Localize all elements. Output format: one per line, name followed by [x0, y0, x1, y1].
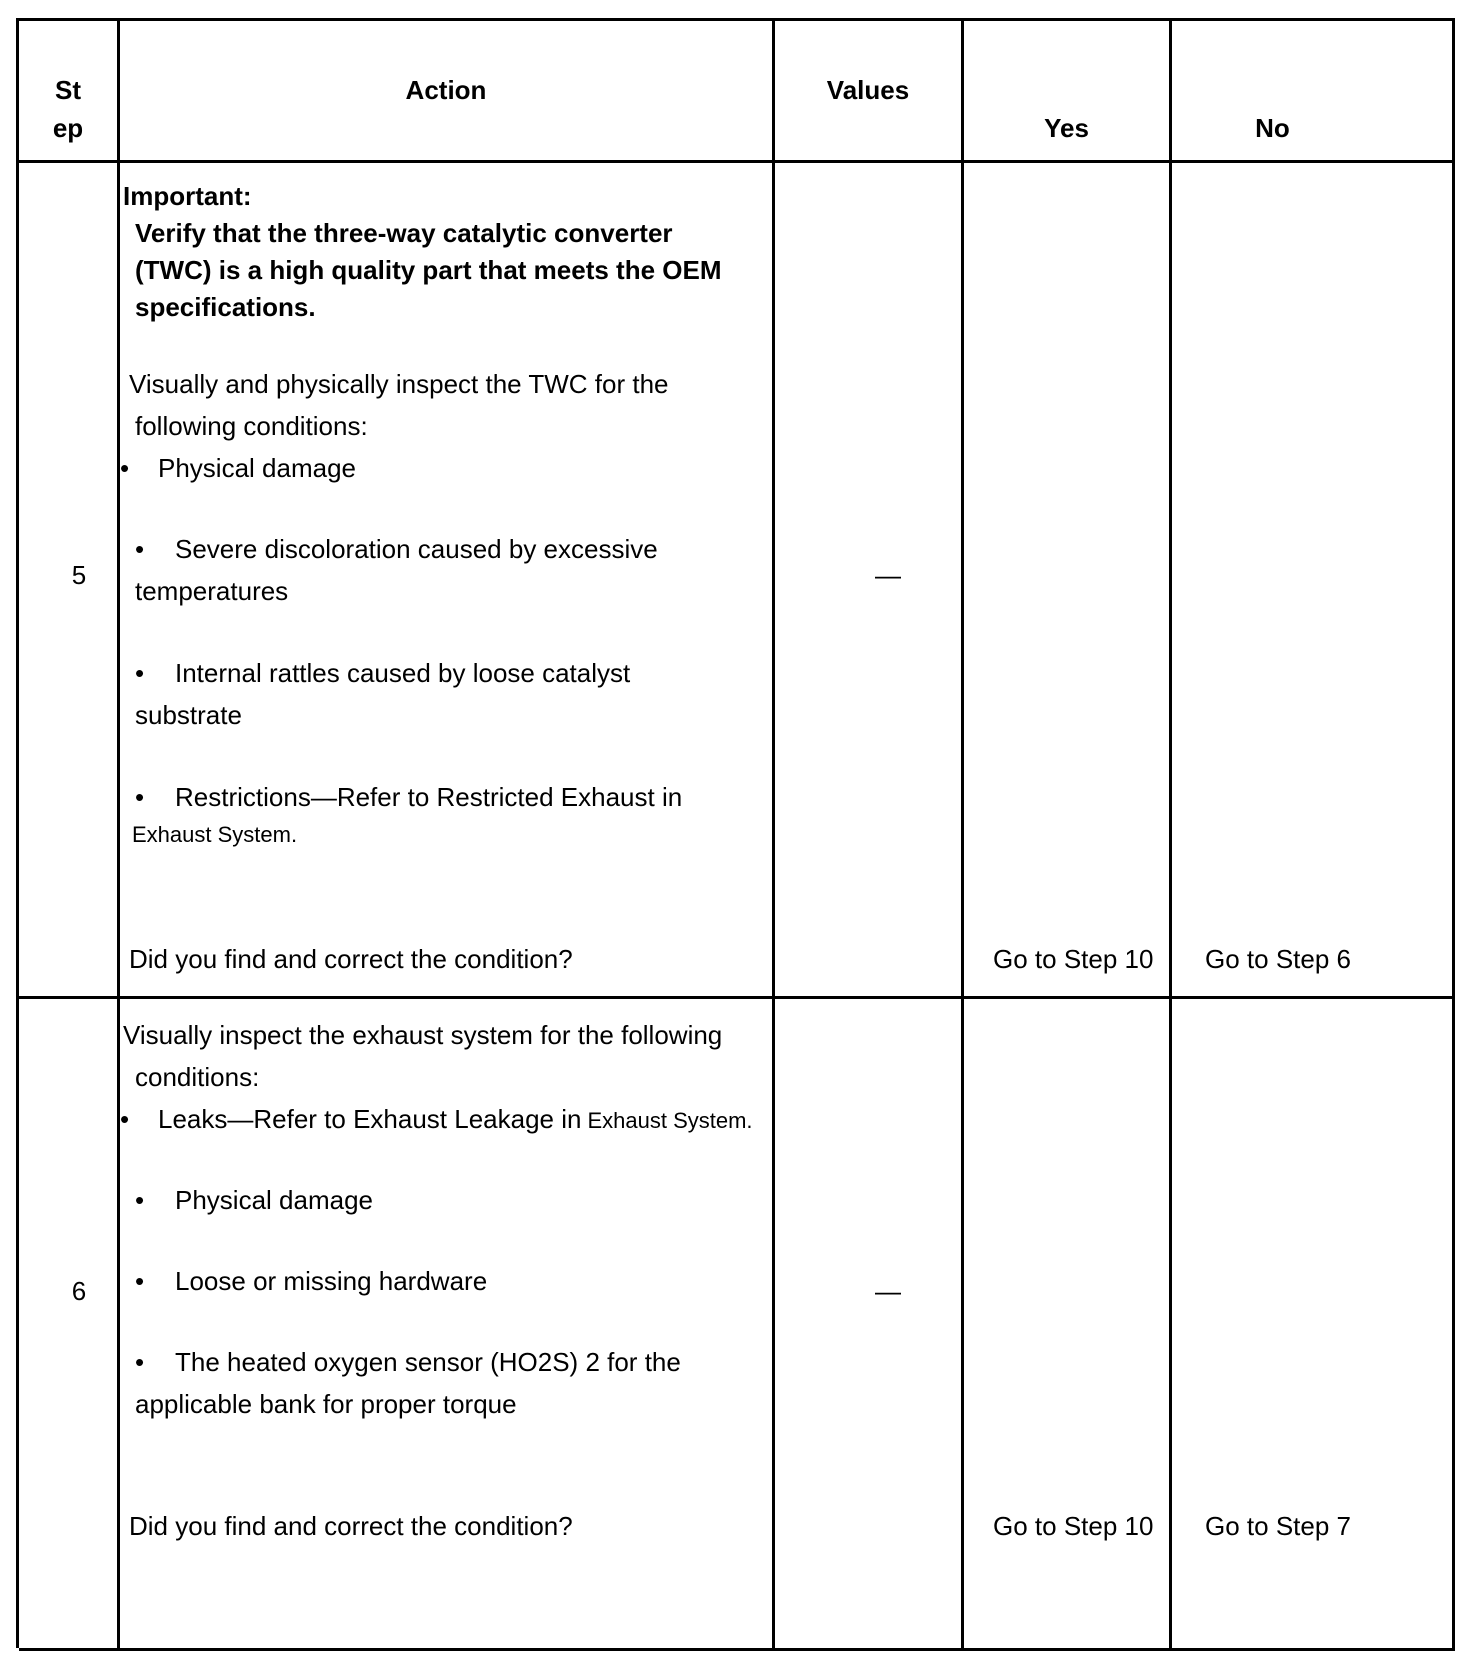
- row-6-intro-line-1: Visually inspect the exhaust system for the following: [123, 1020, 723, 1050]
- row-6-bullet-2-text: Physical damage: [175, 1185, 373, 1215]
- header-values-cell: [775, 21, 964, 163]
- header-yes-cell: [964, 21, 1172, 163]
- bullet-icon: •: [135, 1185, 145, 1215]
- header-yes-label: Yes: [1044, 113, 1089, 143]
- row-5-bullet-3-continued: substrate: [135, 700, 242, 730]
- header-action-label: Action: [405, 75, 487, 105]
- header-no-label: No: [1255, 113, 1290, 143]
- row-5-important-line-2: (TWC) is a high quality part that meets the OEM: [135, 255, 722, 285]
- header-values-label: Values: [826, 75, 910, 105]
- row-5-no-cell: [1172, 163, 1455, 999]
- row-5-important-line-3: specifications.: [135, 292, 316, 322]
- row-5-bullet-2: [135, 527, 658, 571]
- row-5-intro-line-1: Visually and physically inspect the TWC for the: [129, 369, 669, 399]
- row-5-question: Did you find and correct the condition?: [129, 944, 573, 974]
- row-5-bullet-2-continued: temperatures: [135, 576, 289, 606]
- row-5-bullet-3-text: Internal rattles caused by loose catalyst: [175, 658, 631, 688]
- row-6-bullet-1-system: Exhaust System.: [587, 1108, 753, 1133]
- header-step-cell: [19, 21, 120, 163]
- row-6-no-cell: [1172, 999, 1455, 1651]
- header-no-cell: [1172, 21, 1455, 163]
- row-6-step-cell: [19, 999, 120, 1651]
- row-6-bullet-1-text: Leaks—Refer to Exhaust Leakage in: [158, 1104, 582, 1134]
- header-step-label-2: ep: [52, 113, 84, 143]
- row-5-bullet-1-text: Physical damage: [158, 453, 356, 483]
- bullet-icon: •: [135, 1347, 145, 1377]
- row-6-value: —: [875, 1276, 901, 1306]
- bullet-icon: •: [135, 782, 145, 812]
- header-step-label-1: St: [55, 75, 81, 105]
- row-5-step-cell: [19, 163, 120, 999]
- row-6-bullet-4-text: The heated oxygen sensor (HO2S) 2 for the: [175, 1347, 681, 1377]
- row-5-values-cell: [775, 163, 964, 999]
- row-5-bullet-1: [120, 446, 356, 490]
- row-6-bullet-4-continued: applicable bank for proper torque: [135, 1389, 517, 1419]
- row-6-step-number: 6: [71, 1276, 87, 1306]
- row-6-yes-link[interactable]: Go to Step 10: [993, 1511, 1154, 1541]
- row-5-no-link[interactable]: Go to Step 6: [1205, 944, 1351, 974]
- header-action-cell: [120, 21, 775, 163]
- diagnostic-table: [16, 18, 1455, 1648]
- row-5-important-label: Important:: [123, 181, 252, 211]
- row-6-bullet-2: [135, 1178, 373, 1222]
- row-5-yes-cell: [964, 163, 1172, 999]
- row-6-no-link[interactable]: Go to Step 7: [1205, 1511, 1351, 1541]
- row-5-important-line-1: Verify that the three-way catalytic converter: [135, 218, 673, 248]
- row-6-values-cell: [775, 999, 964, 1651]
- row-6-action-cell: [120, 999, 775, 1651]
- row-5-yes-link[interactable]: Go to Step 10: [993, 944, 1154, 974]
- row-6-question: Did you find and correct the condition?: [129, 1511, 573, 1541]
- bullet-icon: •: [120, 1104, 130, 1134]
- row-5-bullet-2-text: Severe discoloration caused by excessive: [175, 534, 658, 564]
- bullet-icon: •: [135, 1266, 145, 1296]
- row-6-bullet-1: [120, 1097, 753, 1143]
- row-6-bullet-3: [135, 1259, 487, 1303]
- row-5-intro-line-2: following conditions:: [135, 411, 368, 441]
- row-6-bullet-3-text: Loose or missing hardware: [175, 1266, 488, 1296]
- row-5-value: —: [875, 560, 901, 590]
- row-6-intro-line-2: conditions:: [135, 1062, 260, 1092]
- row-5-action-cell: [120, 163, 775, 999]
- row-5-bullet-4-text: Restrictions—Refer to Restricted Exhaust in: [175, 782, 683, 812]
- bullet-icon: •: [135, 534, 145, 564]
- row-5-step-number: 5: [71, 560, 87, 590]
- row-5-bullet-3: [135, 651, 630, 695]
- bullet-icon: •: [135, 658, 145, 688]
- row-6-yes-cell: [964, 999, 1172, 1651]
- row-5-bullet-4-continued: Exhaust System.: [132, 822, 298, 847]
- bullet-icon: •: [120, 453, 130, 483]
- row-6-bullet-4: [135, 1340, 681, 1384]
